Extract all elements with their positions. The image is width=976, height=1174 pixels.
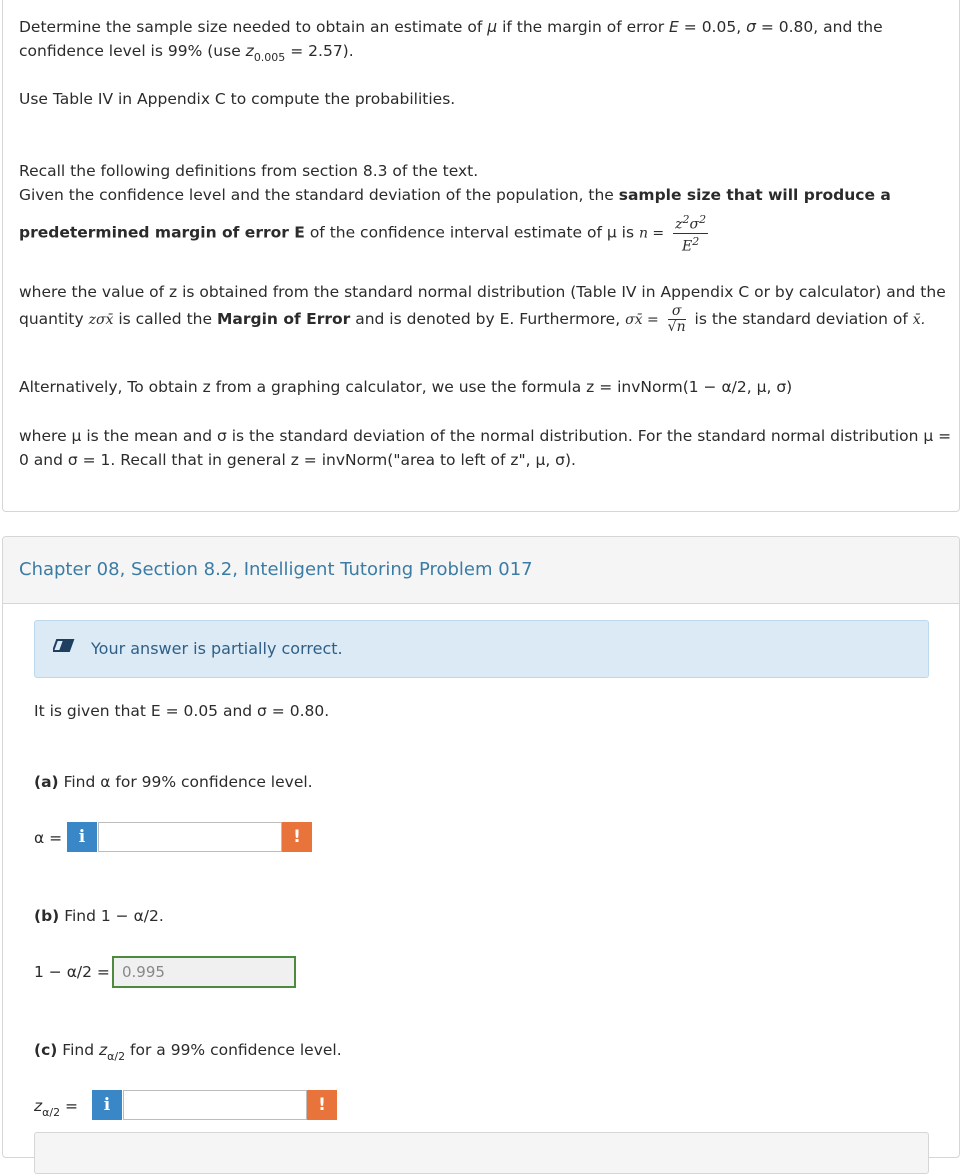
problem-panel — [2, 536, 960, 1158]
recall-line-5: quantity zσx̄ is called the Margin of Error and is denoted by E. Furthermore, σx̄ = $\frac{\sigma}{√n}$ is the standard deviation of x̄. — [19, 303, 926, 335]
part-b-question: (b) Find 1 − α/2. — [34, 907, 164, 925]
where-line-1: where μ is the mean and σ is the standard deviation of the normal distribution. For the standard normal distribution μ = — [19, 427, 952, 445]
pencil-icon — [53, 639, 75, 657]
recall-line-1: Recall the following definitions from section 8.3 of the text. — [19, 162, 479, 180]
z-warning-icon[interactable]: ! — [307, 1090, 337, 1120]
intro-line-1: Determine the sample size needed to obtain an estimate of μ if the margin of error E = 0.05, σ = 0.80, and the — [19, 18, 883, 36]
instructions-panel — [2, 0, 960, 512]
sample-size-formula: $\frac{z^2\sigma^2}{E^2}$ — [675, 213, 707, 255]
alpha-info-button[interactable]: i — [67, 822, 97, 852]
intro-line-2: confidence level is 99% (use $z_{0.005} = 2.57$). — [19, 42, 354, 64]
part-a-question: (a) Find α for 99% confidence level. — [34, 773, 313, 791]
problem-title: Chapter 08, Section 8.2, Intelligent Tutoring Problem 017 — [19, 559, 533, 580]
part-c-question: (c) Find $z_{\alpha/2}$ for a 99% confidence level. — [34, 1041, 342, 1063]
feedback-text: Your answer is partially correct. — [91, 639, 343, 658]
given-text: It is given that E = 0.05 and σ = 0.80. — [34, 702, 330, 720]
recall-line-4: where the value of z is obtained from the standard normal distribution (Table IV in Appendix C or by calculator) and the — [19, 283, 946, 301]
feedback-alert — [34, 620, 929, 678]
alpha-input[interactable] — [98, 822, 282, 852]
z-input[interactable] — [123, 1090, 307, 1120]
alternative-line: Alternatively, To obtain z from a graphing calculator, we use the formula z = invNorm(1 − α/2, μ, σ) — [19, 378, 793, 396]
next-section-box — [34, 1132, 929, 1174]
problem-header — [3, 537, 959, 604]
alpha-label: α = — [34, 829, 63, 847]
alpha-warning-icon[interactable]: ! — [282, 822, 312, 852]
z-info-button[interactable]: i — [92, 1090, 122, 1120]
recall-line-3: predetermined margin of error E of the confidence interval estimate of μ is n = $\frac{z^2\sigma^2}{E^2}$ — [19, 213, 707, 255]
z-label: $z_{\alpha/2}$ = — [34, 1097, 79, 1119]
one-minus-alpha-input[interactable] — [112, 956, 296, 988]
one-minus-alpha-label: 1 − α/2 = — [34, 963, 110, 981]
recall-line-2: Given the confidence level and the standard deviation of the population, the sample size that will produce a — [19, 186, 891, 204]
table-note: Use Table IV in Appendix C to compute the probabilities. — [19, 90, 456, 108]
where-line-2: 0 and σ = 1. Recall that in general z = invNorm("area to left of z", μ, σ). — [19, 451, 576, 469]
